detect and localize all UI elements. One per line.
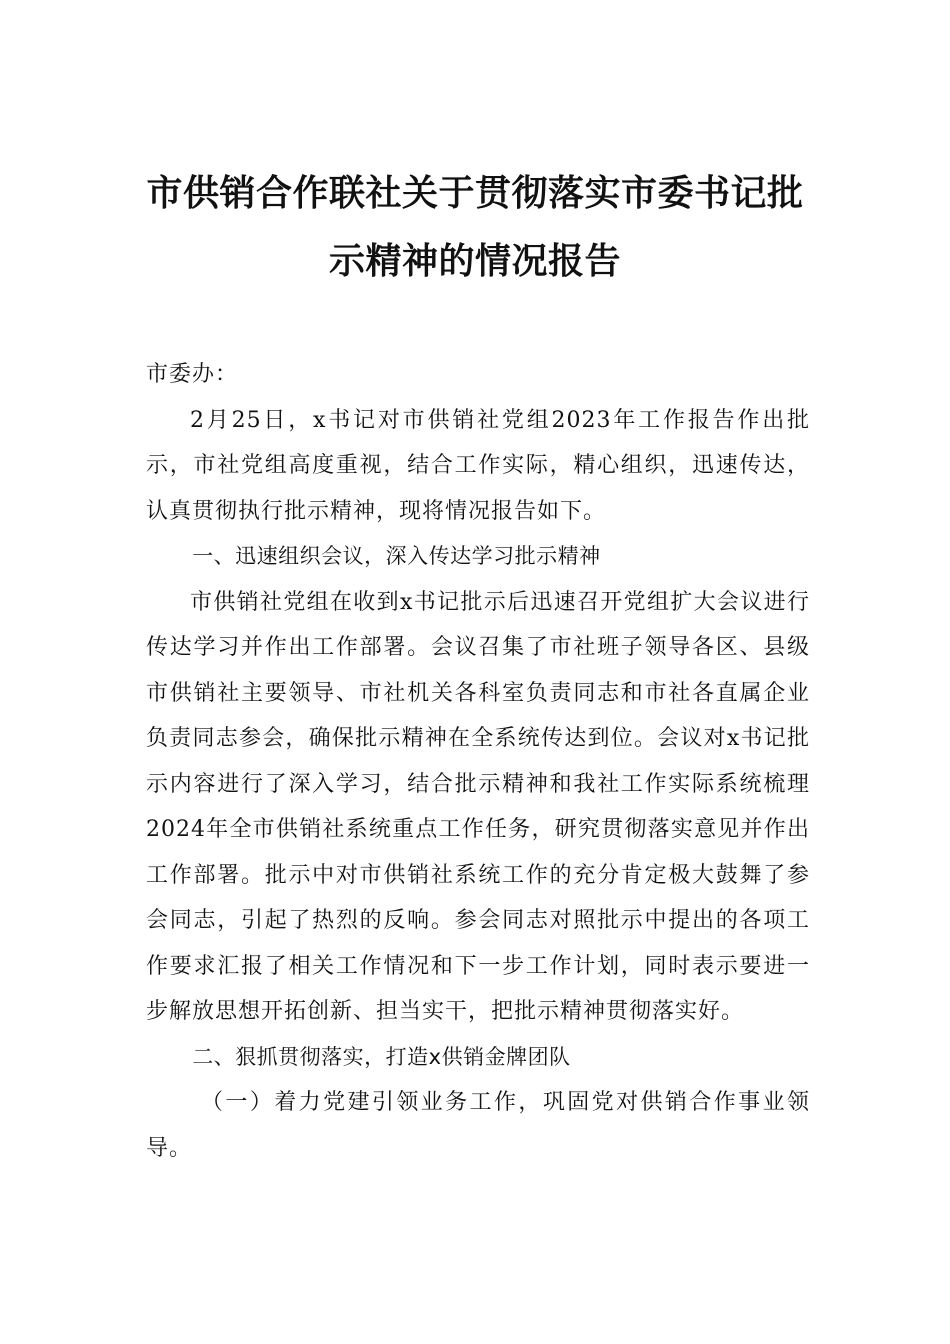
paragraph-intro: 2月25日，x书记对市供销社党组2023年工作报告作出批示，市社党组高度重视，结合工作实际，精心组织，迅速传达，认真贯彻执行批示精神，现将情况报告如下。 (146, 407, 810, 524)
document-title-line-1: 市供销合作联社关于贯彻落实市委书记批 (146, 173, 804, 214)
section-heading-1: 一、迅速组织会议，深入传达学习批示精神 (192, 544, 601, 568)
document-body (146, 352, 810, 1171)
paragraph-section-1: 市供销社党组在收到x书记批示后迅速召开党组扩大会议进行传达学习并作出工作部署。会议召集了市社班子领导各区、县级市供销社主要领导、市社机关各科室负责同志和市社各直属企业负责同志参会，确保批示精神在全系统传达到位。会议对x书记批示内容进行了深入学习，结合批示精神和我社工作实际系统梳理2024年全市供销社系统重点工作任务，研究贯彻落实意见并作出工作部署。批示中对市供销社系统工作的充分肯定极大鼓舞了参会同志，引起了热烈的反响。参会同志对照批示中提出的各项工作要求汇报了相关工作情况和下一步工作计划，同时表示要进一步解放思想开拓创新、担当实干，把批示精神贯彻落实好。 (146, 589, 810, 1024)
salutation: 市委办： (146, 362, 239, 387)
subsection-heading-1: （一）着力党建引领业务工作，巩固党对供销合作事业领导。 (146, 1090, 810, 1161)
document-title-line-2: 示精神的情况报告 (328, 241, 621, 282)
section-heading-2: 二、狠抓贯彻落实，打造x供销金牌团队 (192, 1044, 571, 1069)
